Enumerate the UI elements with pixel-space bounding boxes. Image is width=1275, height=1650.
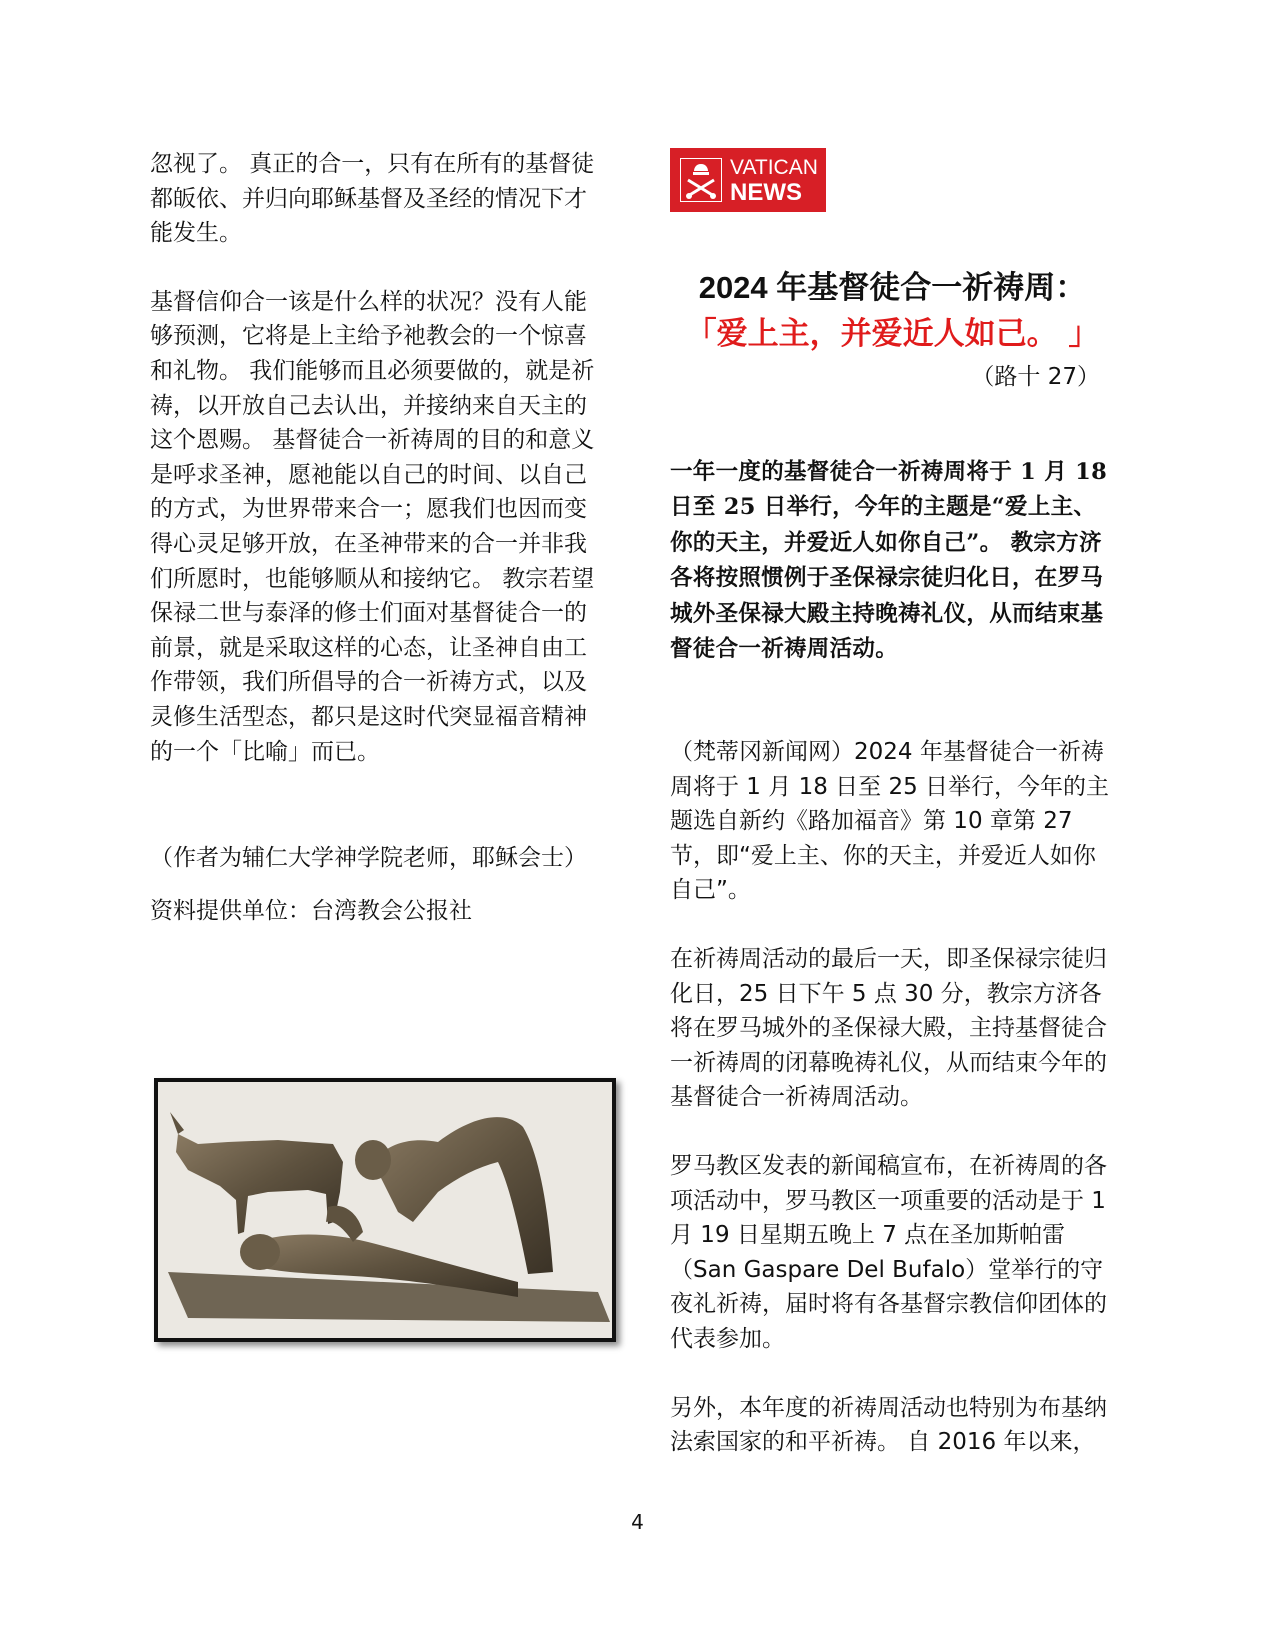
article-body — [670, 735, 1115, 1460]
logo-text-vatican: VATICAN — [730, 156, 818, 179]
sculpture-illustration — [158, 1082, 612, 1338]
left-column — [150, 147, 605, 928]
article-title: 2024 年基督徒合一祈祷周： — [698, 270, 1087, 305]
paragraph: 另外，本年度的祈祷周活动也特别为布基纳法索国家的和平祈祷。 自 2016 年以来， — [670, 1394, 1107, 1456]
logo-text-news: NEWS — [730, 179, 802, 206]
paragraph: 罗马教区发表的新闻稿宣布，在祈祷周的各项活动中，罗马教区一项重要的活动是于 1 月 19 日星期五晚上 7 点在圣加斯帕雷（San Gaspare Del Bufalo）堂举行的守夜礼祈祷，届时将有各基督宗教信仰团体的代表参加。 — [670, 1152, 1107, 1352]
author-note: （作者为辅仁大学神学院老师，耶稣会士） — [150, 845, 587, 872]
paragraph: 在祈祷周活动的最后一天，即圣保禄宗徒归化日，25 日下午 5 点 30 分，教宗方济各将在罗马城外的圣保禄大殿，主持基督徒合一祈祷周的闭幕晚祷礼仪，从而结束今年的基督徒合一祈祷周活动。 — [670, 945, 1107, 1111]
paragraph: 基督信仰合一该是什么样的状况？没有人能够预测，它将是上主给予祂教会的一个惊喜和礼物。 我们能够而且必须要做的，就是祈祷，以开放自己去认出，并接纳来自天主的这个恩赐。 基督徒合一祈祷周的目的和意义是呼求圣神，愿祂能以自己的时间、以自己的方式，为世界带来合一；愿我们也因而变得心灵足够开放，在圣神带来的合一并非我们所愿时，也能够顺从和接纳它。 教宗若望保禄二世与泰泽的修士们面对基督徒合一的前景，就是采取这样的心态，让圣神自由工作带领，我们所倡导的合一祈祷方式，以及灵修生活型态，都只是这时代突显福音精神的一个「比喻」而已。 — [150, 288, 595, 765]
article-lead: 一年一度的基督徒合一祈祷周将于 1 月 18 日至 25 日举行，今年的主题是“爱上主、你的天主，并爱近人如你自己”。 教宗方济各将按照惯例于圣保禄宗徒归化日，在罗马城外圣保禄大殿主持晚祷礼仪，从而结束基督徒合一祈祷周活动。 — [670, 459, 1108, 663]
page-number: 4 — [631, 1510, 644, 1534]
paragraph: 忽视了。 真正的合一，只有在所有的基督徒都皈依、并归向耶稣基督及圣经的情况下才能发生。 — [150, 151, 595, 247]
vatican-news-logo — [670, 148, 826, 212]
article-theme: 「爱上主，并爱近人如己。 」 — [685, 316, 1100, 352]
scripture-reference: （路十 27） — [971, 364, 1100, 390]
source-credit: 资料提供单位：台湾教会公报社 — [150, 897, 472, 924]
paragraph: （梵蒂冈新闻网）2024 年基督徒合一祈祷周将于 1 月 18 日至 25 日举行，今年的主题选自新约《路加福音》第 10 章第 27 节，即“爱上主、你的天主，并爱近人如你自己”。 — [670, 739, 1110, 904]
sculpture-photo — [154, 1078, 616, 1342]
papal-emblem-icon — [680, 158, 722, 202]
